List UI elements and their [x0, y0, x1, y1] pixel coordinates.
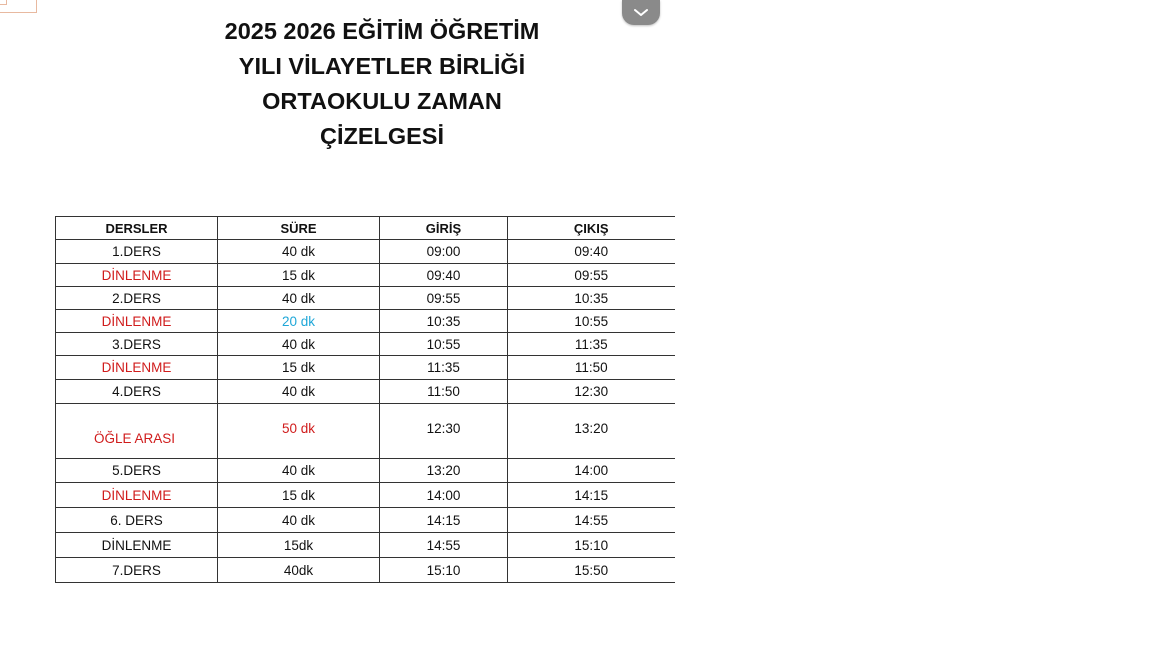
lunch-start-cell [380, 404, 508, 459]
period-end: 10:55 [508, 310, 675, 333]
period-name: DİNLENME [56, 310, 218, 333]
period-start: 14:00 [380, 483, 508, 508]
table-row [56, 483, 675, 508]
period-end: 10:35 [508, 287, 675, 310]
period-name: DİNLENME [56, 533, 218, 558]
period-start: 09:55 [380, 287, 508, 310]
lunch-duration-cell [218, 404, 380, 459]
header-cell: ÇIKIŞ [508, 217, 675, 240]
period-end: 14:00 [508, 459, 675, 483]
table-row [56, 380, 675, 404]
period-name: 3.DERS [56, 333, 218, 356]
period-start: 11:35 [380, 356, 508, 380]
schedule-table [55, 216, 675, 583]
period-start: 10:35 [380, 310, 508, 333]
title-line: 2025 2026 EĞİTİM ÖĞRETİM [224, 18, 540, 44]
collapse-button[interactable] [622, 0, 660, 25]
table-row [56, 533, 675, 558]
page-title [150, 14, 614, 154]
period-start: 12:30 [426, 420, 461, 436]
period-start: 14:15 [380, 508, 508, 533]
period-start: 14:55 [380, 533, 508, 558]
table-row [56, 459, 675, 483]
period-start: 10:55 [380, 333, 508, 356]
period-start: 15:10 [380, 558, 508, 583]
title-line: YILI VİLAYETLER BİRLİĞİ [238, 53, 526, 79]
period-duration: 40 dk [218, 508, 380, 533]
period-name: DİNLENME [56, 483, 218, 508]
period-duration: 40 dk [218, 380, 380, 404]
period-duration: 15dk [218, 533, 380, 558]
period-duration: 40 dk [218, 240, 380, 264]
table-header-row [56, 217, 675, 240]
period-name: 6. DERS [56, 508, 218, 533]
table-row [56, 508, 675, 533]
period-duration: 40dk [218, 558, 380, 583]
period-duration: 40 dk [218, 459, 380, 483]
period-end: 11:50 [508, 356, 675, 380]
period-end: 15:50 [508, 558, 675, 583]
period-name: 5.DERS [56, 459, 218, 483]
period-end: 13:20 [574, 420, 609, 436]
period-end: 14:55 [508, 508, 675, 533]
period-duration: 15 dk [218, 264, 380, 287]
page-corner-mark [0, 0, 37, 13]
period-end: 12:30 [508, 380, 675, 404]
table-row [56, 558, 675, 583]
table-row [56, 264, 675, 287]
title-line: ORTAOKULU ZAMAN [262, 88, 502, 114]
lunch-break-cell [56, 404, 218, 459]
period-duration: 50 dk [281, 420, 316, 436]
header-cell: SÜRE [218, 217, 380, 240]
period-end: 11:35 [508, 333, 675, 356]
period-duration: 15 dk [218, 356, 380, 380]
period-name: ÖĞLE ARASI [93, 430, 176, 446]
period-duration: 40 dk [218, 287, 380, 310]
table-row [56, 287, 675, 310]
period-duration: 40 dk [218, 333, 380, 356]
table-row [56, 404, 675, 459]
period-end: 09:40 [508, 240, 675, 264]
table-row [56, 240, 675, 264]
period-name: 4.DERS [56, 380, 218, 404]
period-duration: 15 dk [218, 483, 380, 508]
period-name: 2.DERS [56, 287, 218, 310]
period-start: 13:20 [380, 459, 508, 483]
period-end: 09:55 [508, 264, 675, 287]
table-row [56, 356, 675, 380]
period-name: DİNLENME [56, 356, 218, 380]
period-start: 11:50 [380, 380, 508, 404]
period-name: 1.DERS [56, 240, 218, 264]
period-name: DİNLENME [56, 264, 218, 287]
header-cell: GİRİŞ [380, 217, 508, 240]
table-row [56, 310, 675, 333]
title-line: ÇİZELGESİ [319, 123, 445, 149]
period-name: 7.DERS [56, 558, 218, 583]
period-end: 14:15 [508, 483, 675, 508]
period-duration: 20 dk [218, 310, 380, 333]
chevron-down-icon [633, 8, 649, 18]
header-cell: DERSLER [56, 217, 218, 240]
period-start: 09:40 [380, 264, 508, 287]
lunch-end-cell [508, 404, 675, 459]
table-row [56, 333, 675, 356]
period-end: 15:10 [508, 533, 675, 558]
period-start: 09:00 [380, 240, 508, 264]
